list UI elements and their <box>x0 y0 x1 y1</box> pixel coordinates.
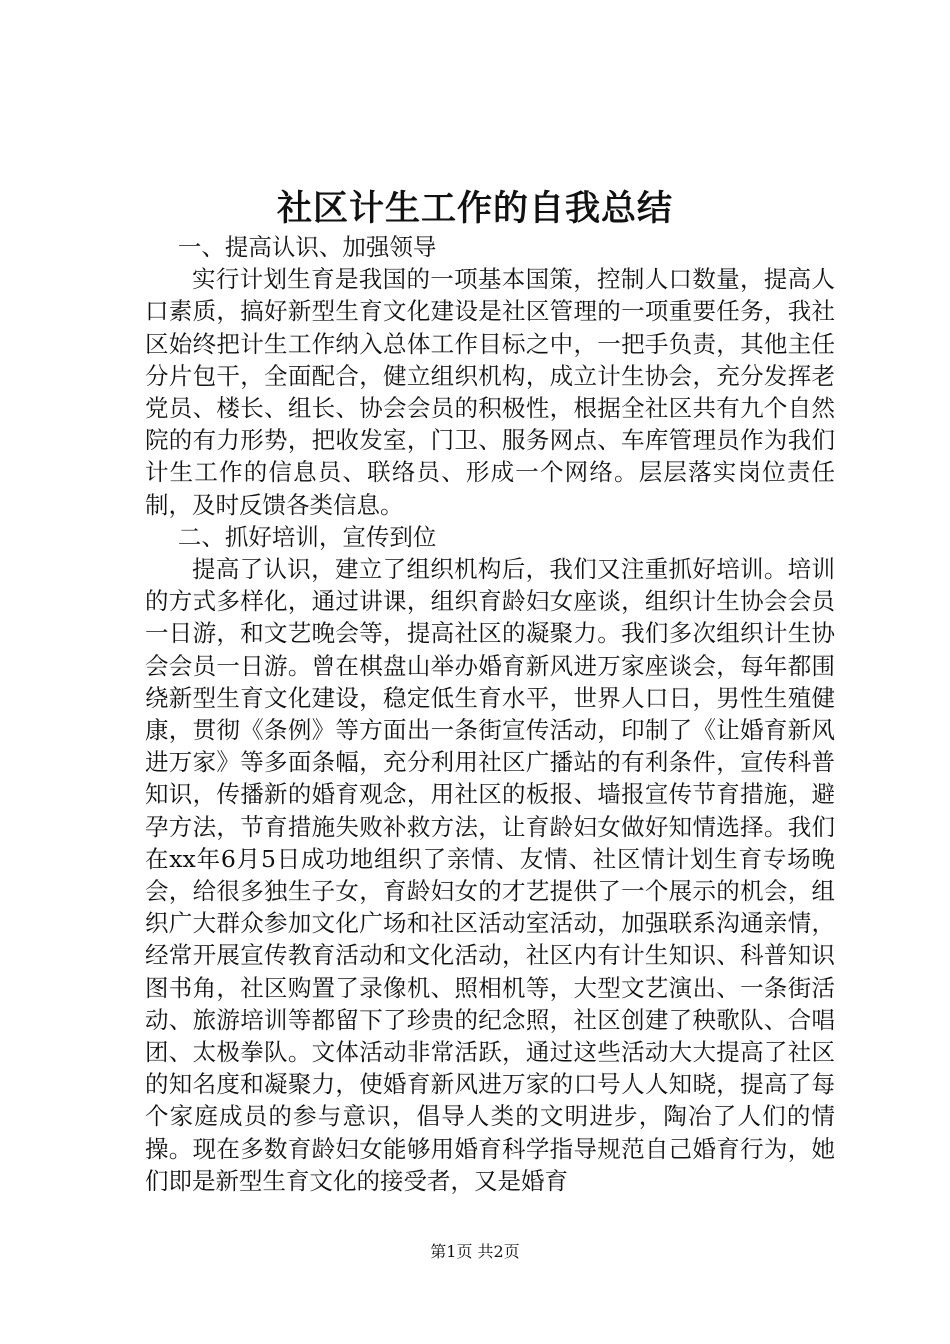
document-title: 社区计生工作的自我总结 <box>276 188 673 229</box>
section-paragraph-1: 实行计划生育是我国的一项基本国策，控制人口数量，提高人口素质，搞好新型生育文化建设是社区管理的一项重要任务，我社区始终把计生工作纳入总体工作目标之中，一把手负责，其他主任分片包干，全面配合，健立组织机构，成立计生协会，充分发挥老党员、楼长、组长、协会会员的积极性，根据全社区共有九个自然院的有力形势，把收发室，门卫、服务网点、车库管理员作为我们计生工作的信息员、联络员、形成一个网络。层层落实岗位责任制，及时反馈各类信息。 <box>145 265 835 519</box>
page-footer: 第1页 共2页 <box>430 1242 520 1261</box>
section-heading-2: 二、抓好培训，宣传到位 <box>177 522 437 551</box>
section-heading-1: 一、提高认识、加强领导 <box>177 233 437 261</box>
section-paragraph-2: 提高了认识，建立了组织机构后，我们又注重抓好培训。培训的方式多样化，通过讲课，组织育龄妇女座谈，组织计生协会会员一日游，和文艺晚会等，提高社区的凝聚力。我们多次组织计生协会会员一日游。曾在棋盘山举办婚育新风进万家座谈会，每年都围绕新型生育文化建设，稳定低生育水平，世界人口日，男性生殖健康，贯彻《条例》等方面出一条街宣传活动，印制了《让婚育新风进万家》等多面条幅，充分利用社区广播站的有利条件，宣传科普知识，传播新的婚育观念，用社区的板报、墙报宣传节育措施，避孕方法，节育措施失败补救方法，让育龄妇女做好知情选择。我们在xx年6月5日成功地组织了亲情、友情、社区情计划生育专场晚会，给很多独生子女，育龄妇女的才艺提供了一个展示的机会，组织广大群众参加文化广场和社区活动室活动，加强联系沟通亲情，经常开展宣传教育活动和文化活动，社区内有计生知识、科普知识图书角，社区购置了录像机、照相机等，大型文艺演出、一条街活动、旅游培训等都留下了珍贵的纪念照，社区创建了秧歌队、合唱团、太极拳队。文体活动非常活跃，通过这些活动大大提高了社区的知名度和凝聚力，使婚育新风进万家的口号人人知晓，提高了每个家庭成员的参与意识，倡导人类的文明进步，陶冶了人们的情操。现在多数育龄妇女能够用婚育科学指导规范自己婚育行为，她们即是新型生育文化的接受者，又是婚育 <box>145 555 835 1195</box>
document-body <box>145 231 835 1197</box>
